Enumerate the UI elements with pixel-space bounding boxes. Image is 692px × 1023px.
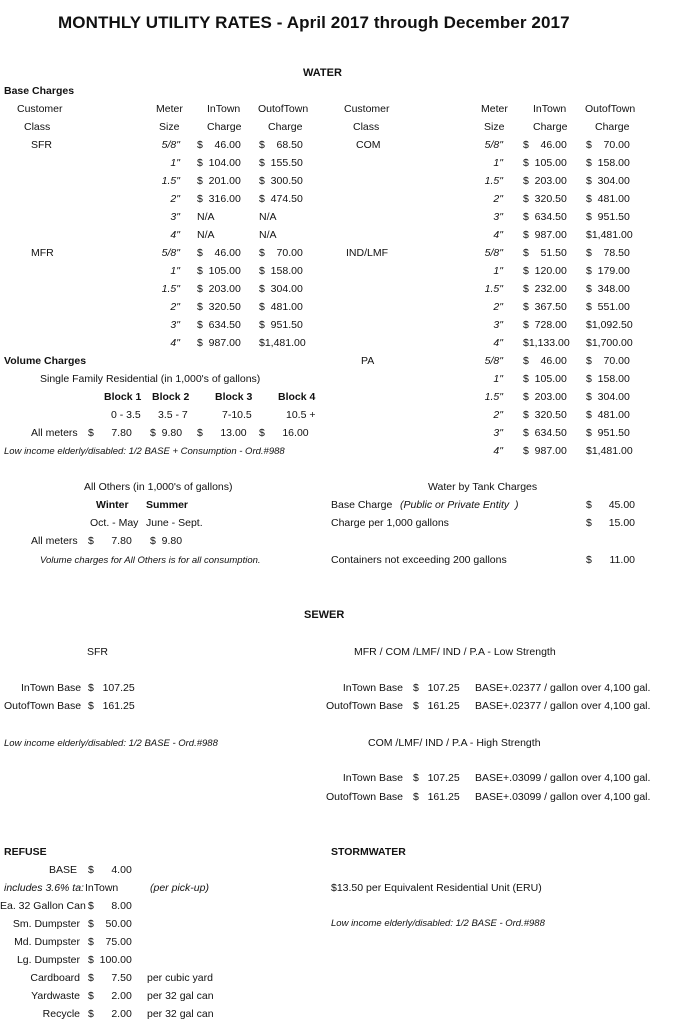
size-cell: 5/8" <box>161 139 180 151</box>
summer-value: $ 9.80 <box>150 535 183 547</box>
header-customer-right: Customer <box>344 103 390 115</box>
size-cell: 1" <box>493 373 503 385</box>
intown-cell: $ 987.00 <box>523 229 567 241</box>
outoftown-cell: $1,481.00 <box>586 229 633 241</box>
winter-label: Winter <box>96 499 129 511</box>
size-cell: 1" <box>493 265 503 277</box>
volume-charges-label: Volume Charges <box>4 355 87 367</box>
size-cell: 1" <box>170 265 180 277</box>
tank-base-dollar: $ <box>586 499 592 511</box>
size-cell: 2" <box>493 301 503 313</box>
outoftown-cell: N/A <box>259 211 277 223</box>
others-note: Volume charges for All Others is for all consumption. <box>40 555 261 566</box>
header-outoftown-charge: Charge <box>268 121 303 133</box>
outoftown-cell: $ 304.00 <box>259 283 303 295</box>
refuse-item-label: Sm. Dumpster <box>12 918 80 930</box>
tank-per-label: Charge per 1,000 gallons <box>331 517 449 529</box>
outoftown-cell: $ 951.50 <box>259 319 303 331</box>
header-meter-right: Meter <box>481 103 508 115</box>
stormwater-low-income-note: Low income elderly/disabled: 1/2 BASE - Ord.#988 <box>331 918 545 929</box>
summer-range: June - Sept. <box>146 517 203 529</box>
size-cell: 3" <box>493 319 503 331</box>
intown-cell: $ 987.00 <box>197 337 241 349</box>
volume-low-income-note: Low income elderly/disabled: 1/2 BASE + Consumption - Ord.#988 <box>4 446 285 457</box>
all-others-label: All Others (in 1,000's of gallons) <box>84 481 233 493</box>
intown-cell: $ 634.50 <box>523 427 567 439</box>
intown-cell: $ 320.50 <box>197 301 241 313</box>
low-out-label: OutofTown Base <box>325 700 403 712</box>
high-out-value: $ 161.25 <box>413 791 460 803</box>
sewer-heading: SEWER <box>304 609 345 621</box>
size-cell: 5/8" <box>161 247 180 259</box>
winter-value: $ 7.80 <box>88 535 132 547</box>
refuse-item-value: $ 2.00 <box>88 990 132 1002</box>
outoftown-cell: $ 70.00 <box>586 139 630 151</box>
block-4-value: $ 16.00 <box>259 427 309 439</box>
outoftown-cell: $ 158.00 <box>259 265 303 277</box>
refuse-item-unit: per cubic yard <box>147 972 213 984</box>
intown-cell: $ 201.00 <box>197 175 241 187</box>
high-out-label: OutofTown Base <box>325 791 403 803</box>
outoftown-cell: $ 70.00 <box>259 247 303 259</box>
size-cell: 3" <box>493 211 503 223</box>
header-customer: Customer <box>17 103 63 115</box>
outoftown-cell: $ 474.50 <box>259 193 303 205</box>
class-cell: COM <box>356 139 381 151</box>
refuse-heading: REFUSE <box>4 846 47 858</box>
intown-cell: $ 105.00 <box>523 157 567 169</box>
refuse-intown: InTown <box>85 882 119 894</box>
low-intown-value: $ 107.25 <box>413 682 460 694</box>
tank-label: Water by Tank Charges <box>428 481 538 493</box>
block-1-value: $ 7.80 <box>88 427 132 439</box>
outoftown-cell: $ 300.50 <box>259 175 303 187</box>
intown-cell: N/A <box>197 211 215 223</box>
intown-cell: $ 232.00 <box>523 283 567 295</box>
stormwater-heading: STORMWATER <box>331 846 406 858</box>
low-intown-label: InTown Base <box>342 682 403 694</box>
outoftown-cell: $ 481.00 <box>586 193 630 205</box>
intown-cell: $ 367.50 <box>523 301 567 313</box>
outoftown-cell: $ 348.00 <box>586 283 630 295</box>
header-class-right: Class <box>353 121 380 133</box>
size-cell: 3" <box>493 427 503 439</box>
tank-per-dollar: $ <box>586 517 592 529</box>
intown-cell: $ 320.50 <box>523 193 567 205</box>
refuse-base-label: BASE <box>49 864 78 876</box>
size-cell: 4" <box>170 337 180 349</box>
outoftown-cell: $1,092.50 <box>586 319 633 331</box>
outoftown-cell: $ 481.00 <box>586 409 630 421</box>
refuse-item-label: Ea. 32 Gallon Can <box>0 900 86 912</box>
all-meters-label: All meters <box>31 427 78 439</box>
low-out-value: $ 161.25 <box>413 700 460 712</box>
header-outoftown-charge-right: Charge <box>595 121 630 133</box>
sewer-sfr-intown-label: InTown Base <box>21 682 82 694</box>
containers-label: Containers not exceeding 200 gallons <box>331 554 507 566</box>
containers-dollar: $ <box>586 554 592 566</box>
stormwater-rate: $13.50 per Equivalent Residential Unit (ERU) <box>331 882 542 894</box>
refuse-per-pickup: (per pick-up) <box>150 882 209 894</box>
intown-cell: $ 46.00 <box>523 139 567 151</box>
containers-value: 11.00 <box>609 554 635 566</box>
tank-base-label: Base Charge <box>331 499 393 511</box>
refuse-item-unit: per 32 gal can <box>147 1008 214 1020</box>
size-cell: 5/8" <box>484 355 503 367</box>
outoftown-cell: $1,481.00 <box>259 337 306 349</box>
outoftown-cell: $1,481.00 <box>586 445 633 457</box>
refuse-item-unit: per 32 gal can <box>147 990 214 1002</box>
sewer-sfr-out-value: $ 161.25 <box>88 700 135 712</box>
refuse-item-value: $ 100.00 <box>88 954 132 966</box>
intown-cell: $ 46.00 <box>197 139 241 151</box>
low-out-rate: BASE+.02377 / gallon over 4,100 gal. <box>475 700 651 712</box>
high-intown-rate: BASE+.03099 / gallon over 4,100 gal. <box>475 772 651 784</box>
intown-cell: $ 104.00 <box>197 157 241 169</box>
size-cell: 5/8" <box>484 139 503 151</box>
size-cell: 4" <box>493 337 503 349</box>
block-4-range: 10.5 + <box>286 409 316 421</box>
intown-cell: $ 105.00 <box>197 265 241 277</box>
size-cell: 2" <box>170 193 180 205</box>
refuse-item-value: $ 75.00 <box>88 936 132 948</box>
tank-base-value: 45.00 <box>608 499 635 511</box>
size-cell: 4" <box>493 445 503 457</box>
size-cell: 2" <box>493 193 503 205</box>
outoftown-cell: $ 304.00 <box>586 175 630 187</box>
intown-cell: $ 203.00 <box>523 391 567 403</box>
intown-cell: $ 320.50 <box>523 409 567 421</box>
header-intown-right: InTown <box>533 103 567 115</box>
size-cell: 3" <box>170 319 180 331</box>
class-cell: IND/LMF <box>346 247 388 259</box>
class-cell: PA <box>361 355 375 367</box>
size-cell: 1" <box>170 157 180 169</box>
header-intown-charge: Charge <box>207 121 242 133</box>
header-outoftown-right: OutofTown <box>585 103 636 115</box>
outoftown-cell: $ 304.00 <box>586 391 630 403</box>
refuse-item-label: Md. Dumpster <box>14 936 80 948</box>
block-2-value: $ 9.80 <box>150 427 183 439</box>
size-cell: 1.5" <box>484 283 503 295</box>
size-cell: 1" <box>493 157 503 169</box>
outoftown-cell: N/A <box>259 229 277 241</box>
refuse-item-label: Recycle <box>42 1008 80 1020</box>
block-4-label: Block 4 <box>278 391 316 403</box>
size-cell: 4" <box>170 229 180 241</box>
base-charges-label: Base Charges <box>4 85 75 97</box>
header-meter: Meter <box>156 103 183 115</box>
page-title: MONTHLY UTILITY RATES - April 2017 through December 2017 <box>58 13 570 32</box>
sewer-sfr-out-label: OutofTown Base <box>4 700 82 712</box>
sewer-sfr-label: SFR <box>87 646 108 658</box>
summer-label: Summer <box>146 499 189 511</box>
intown-cell: $ 316.00 <box>197 193 241 205</box>
high-out-rate: BASE+.03099 / gallon over 4,100 gal. <box>475 791 651 803</box>
header-intown: InTown <box>207 103 241 115</box>
size-cell: 3" <box>170 211 180 223</box>
outoftown-cell: $ 951.50 <box>586 427 630 439</box>
outoftown-cell: $ 68.50 <box>259 139 303 151</box>
high-strength-label: COM /LMF/ IND / P.A - High Strength <box>368 737 541 749</box>
sewer-sfr-intown-value: $ 107.25 <box>88 682 135 694</box>
refuse-item-label: Yardwaste <box>31 990 80 1002</box>
refuse-base-value: $ 4.00 <box>88 864 132 876</box>
winter-range: Oct. - May <box>90 517 139 529</box>
outoftown-cell: $ 951.50 <box>586 211 630 223</box>
size-cell: 4" <box>493 229 503 241</box>
size-cell: 1.5" <box>484 391 503 403</box>
intown-cell: $ 728.00 <box>523 319 567 331</box>
intown-cell: $ 634.50 <box>197 319 241 331</box>
high-intown-value: $ 107.25 <box>413 772 460 784</box>
water-heading: WATER <box>303 67 342 79</box>
block-3-value: $ 13.00 <box>197 427 247 439</box>
intown-cell: $ 46.00 <box>523 355 567 367</box>
refuse-item-value: $ 50.00 <box>88 918 132 930</box>
header-outoftown: OutofTown <box>258 103 309 115</box>
outoftown-cell: $ 158.00 <box>586 157 630 169</box>
intown-cell: $ 120.00 <box>523 265 567 277</box>
others-all-meters-label: All meters <box>31 535 78 547</box>
tank-base-note: (Public or Private Entity ) <box>400 499 519 511</box>
intown-cell: $ 51.50 <box>523 247 567 259</box>
size-cell: 1.5" <box>161 175 180 187</box>
outoftown-cell: $ 78.50 <box>586 247 630 259</box>
size-cell: 2" <box>493 409 503 421</box>
high-intown-label: InTown Base <box>342 772 403 784</box>
header-size-right: Size <box>484 121 505 133</box>
block-1-label: Block 1 <box>104 391 142 403</box>
refuse-item-value: $ 8.00 <box>88 900 132 912</box>
intown-cell: $ 203.00 <box>197 283 241 295</box>
header-class: Class <box>24 121 51 133</box>
outoftown-cell: $ 155.50 <box>259 157 303 169</box>
intown-cell: $ 987.00 <box>523 445 567 457</box>
outoftown-cell: $ 481.00 <box>259 301 303 313</box>
low-strength-label: MFR / COM /LMF/ IND / P.A - Low Strength <box>354 646 556 658</box>
block-2-label: Block 2 <box>152 391 190 403</box>
refuse-includes-tax: includes 3.6% ta: <box>4 882 84 894</box>
refuse-item-value: $ 7.50 <box>88 972 132 984</box>
block-1-range: 0 - 3.5 <box>111 409 141 421</box>
block-3-range: 7-10.5 <box>222 409 252 421</box>
intown-cell: $1,133.00 <box>523 337 570 349</box>
refuse-item-label: Lg. Dumpster <box>16 954 80 966</box>
outoftown-cell: $ 179.00 <box>586 265 630 277</box>
intown-cell: $ 634.50 <box>523 211 567 223</box>
header-size: Size <box>159 121 180 133</box>
outoftown-cell: $ 70.00 <box>586 355 630 367</box>
sfr-volume-label: Single Family Residential (in 1,000's of gallons) <box>40 373 261 385</box>
intown-cell: $ 46.00 <box>197 247 241 259</box>
outoftown-cell: $ 158.00 <box>586 373 630 385</box>
intown-cell: $ 203.00 <box>523 175 567 187</box>
refuse-item-value: $ 2.00 <box>88 1008 132 1020</box>
intown-cell: N/A <box>197 229 215 241</box>
class-cell: MFR <box>31 247 54 259</box>
block-2-range: 3.5 - 7 <box>158 409 188 421</box>
sewer-low-income-note: Low income elderly/disabled: 1/2 BASE - Ord.#988 <box>4 738 218 749</box>
intown-cell: $ 105.00 <box>523 373 567 385</box>
low-intown-rate: BASE+.02377 / gallon over 4,100 gal. <box>475 682 651 694</box>
size-cell: 1.5" <box>484 175 503 187</box>
class-cell: SFR <box>31 139 52 151</box>
outoftown-cell: $1,700.00 <box>586 337 633 349</box>
size-cell: 1.5" <box>161 283 180 295</box>
refuse-item-label: Cardboard <box>30 972 80 984</box>
tank-per-value: 15.00 <box>608 517 635 529</box>
block-3-label: Block 3 <box>215 391 253 403</box>
size-cell: 2" <box>170 301 180 313</box>
size-cell: 5/8" <box>484 247 503 259</box>
outoftown-cell: $ 551.00 <box>586 301 630 313</box>
header-intown-charge-right: Charge <box>533 121 568 133</box>
